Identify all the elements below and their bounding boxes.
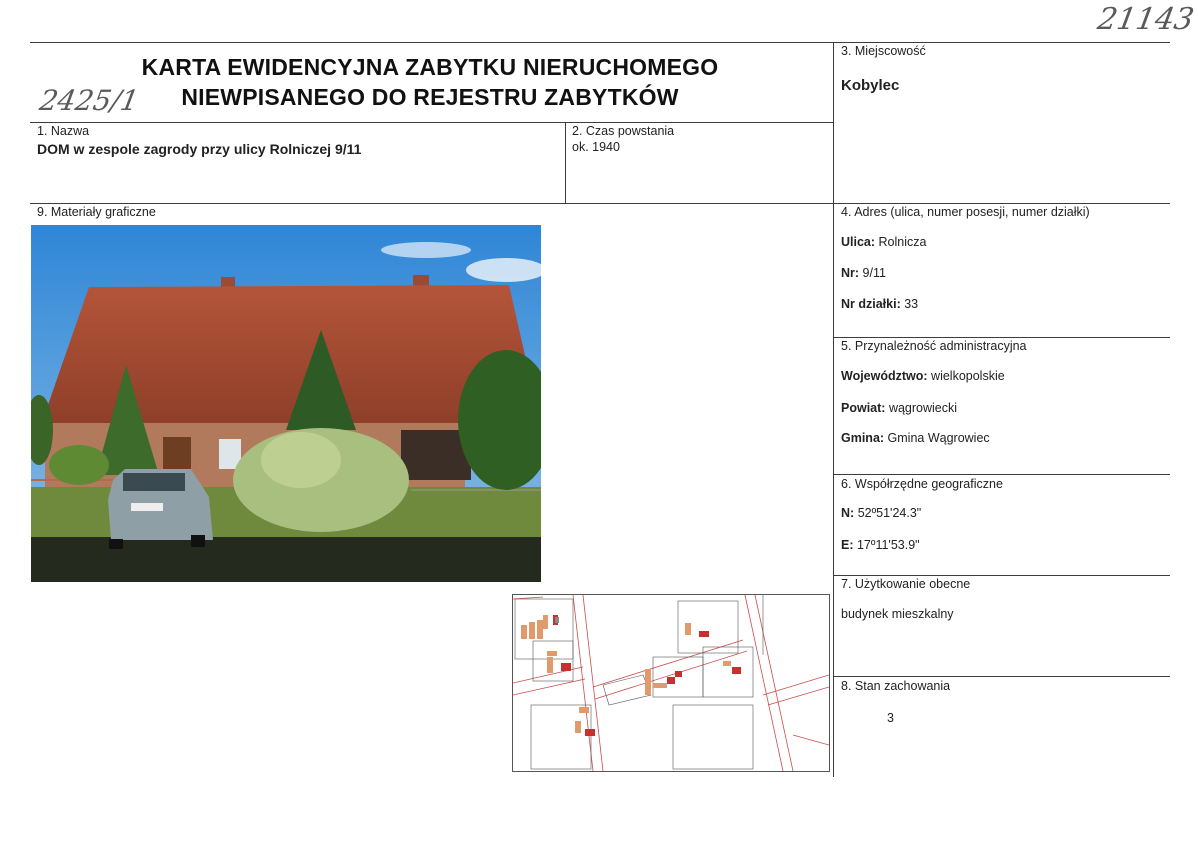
rule-col-split	[565, 122, 566, 203]
house-photo	[31, 225, 541, 582]
value-nazwa	[37, 141, 361, 157]
value-nr: 9/11	[862, 266, 886, 280]
field-nr	[841, 266, 886, 280]
rule-sec6-bottom	[833, 575, 1170, 576]
label-czas-powstania: 2. Czas powstania	[572, 124, 675, 138]
rule-title-bottom	[30, 122, 834, 123]
rule-right-column	[833, 42, 834, 777]
value-czas-powstania: ok. 1940	[572, 140, 620, 154]
key-powiat: Powiat:	[841, 401, 886, 415]
label-adres: 4. Adres (ulica, numer posesji, numer działki)	[841, 205, 1090, 219]
handwritten-registry-number: 21143	[1094, 2, 1197, 37]
card-title-line2: NIEWPISANEGO DO REJESTRU ZABYTKÓW	[181, 84, 679, 110]
label-przynaleznosc: 5. Przynależność administracyjna	[841, 339, 1027, 353]
rule-sec5-bottom	[833, 474, 1170, 475]
value-stan-zachowania: 3	[887, 711, 894, 725]
rule-sec7-bottom	[833, 676, 1170, 677]
value-longitude: 17º11'53.9"	[856, 538, 920, 552]
card-title-line1: KARTA EWIDENCYJNA ZABYTKU NIERUCHOMEGO	[141, 54, 719, 80]
cadastral-map	[512, 594, 830, 772]
label-stan-zachowania: 8. Stan zachowania	[841, 679, 951, 693]
key-nr-dzialki: Nr działki:	[841, 297, 901, 311]
key-nr: Nr:	[841, 266, 860, 280]
value-latitude: 52º51'24.3"	[857, 506, 922, 520]
field-latitude	[841, 506, 921, 520]
value-wojewodztwo: wielkopolskie	[931, 369, 1005, 383]
field-gmina	[841, 431, 990, 445]
key-longitude: E:	[841, 538, 854, 552]
handwritten-file-number: 2425/1	[37, 84, 142, 117]
value-ulica: Rolnicza	[878, 235, 927, 249]
label-nazwa: 1. Nazwa	[37, 124, 90, 138]
field-longitude	[841, 538, 920, 552]
label-miejscowosc: 3. Miejscowość	[841, 44, 926, 58]
value-nr-dzialki: 33	[904, 297, 919, 311]
key-ulica: Ulica:	[841, 235, 876, 249]
field-wojewodztwo	[841, 369, 1005, 383]
rule-top	[30, 42, 1170, 43]
key-wojewodztwo: Województwo:	[841, 369, 928, 383]
key-latitude: N:	[841, 506, 855, 520]
label-materialy-graficzne: 9. Materiały graficzne	[37, 205, 156, 219]
field-nr-dzialki	[841, 297, 918, 311]
value-uzytkowanie: budynek mieszkalny	[841, 607, 954, 621]
value-gmina: Gmina Wągrowiec	[887, 431, 990, 445]
value-powiat: wągrowiecki	[888, 401, 958, 415]
value-miejscowosc: Kobylec	[841, 77, 900, 94]
rule-sec4-bottom	[833, 337, 1170, 338]
field-ulica	[841, 235, 926, 249]
label-wspolrzedne: 6. Współrzędne geograficzne	[841, 477, 1003, 491]
label-uzytkowanie: 7. Użytkowanie obecne	[841, 577, 971, 591]
key-gmina: Gmina:	[841, 431, 885, 445]
rule-row1-bottom	[30, 203, 1170, 204]
value-nazwa-text: DOM w zespole zagrody przy ulicy Rolniczej 9/11	[37, 141, 362, 157]
field-powiat	[841, 401, 957, 415]
